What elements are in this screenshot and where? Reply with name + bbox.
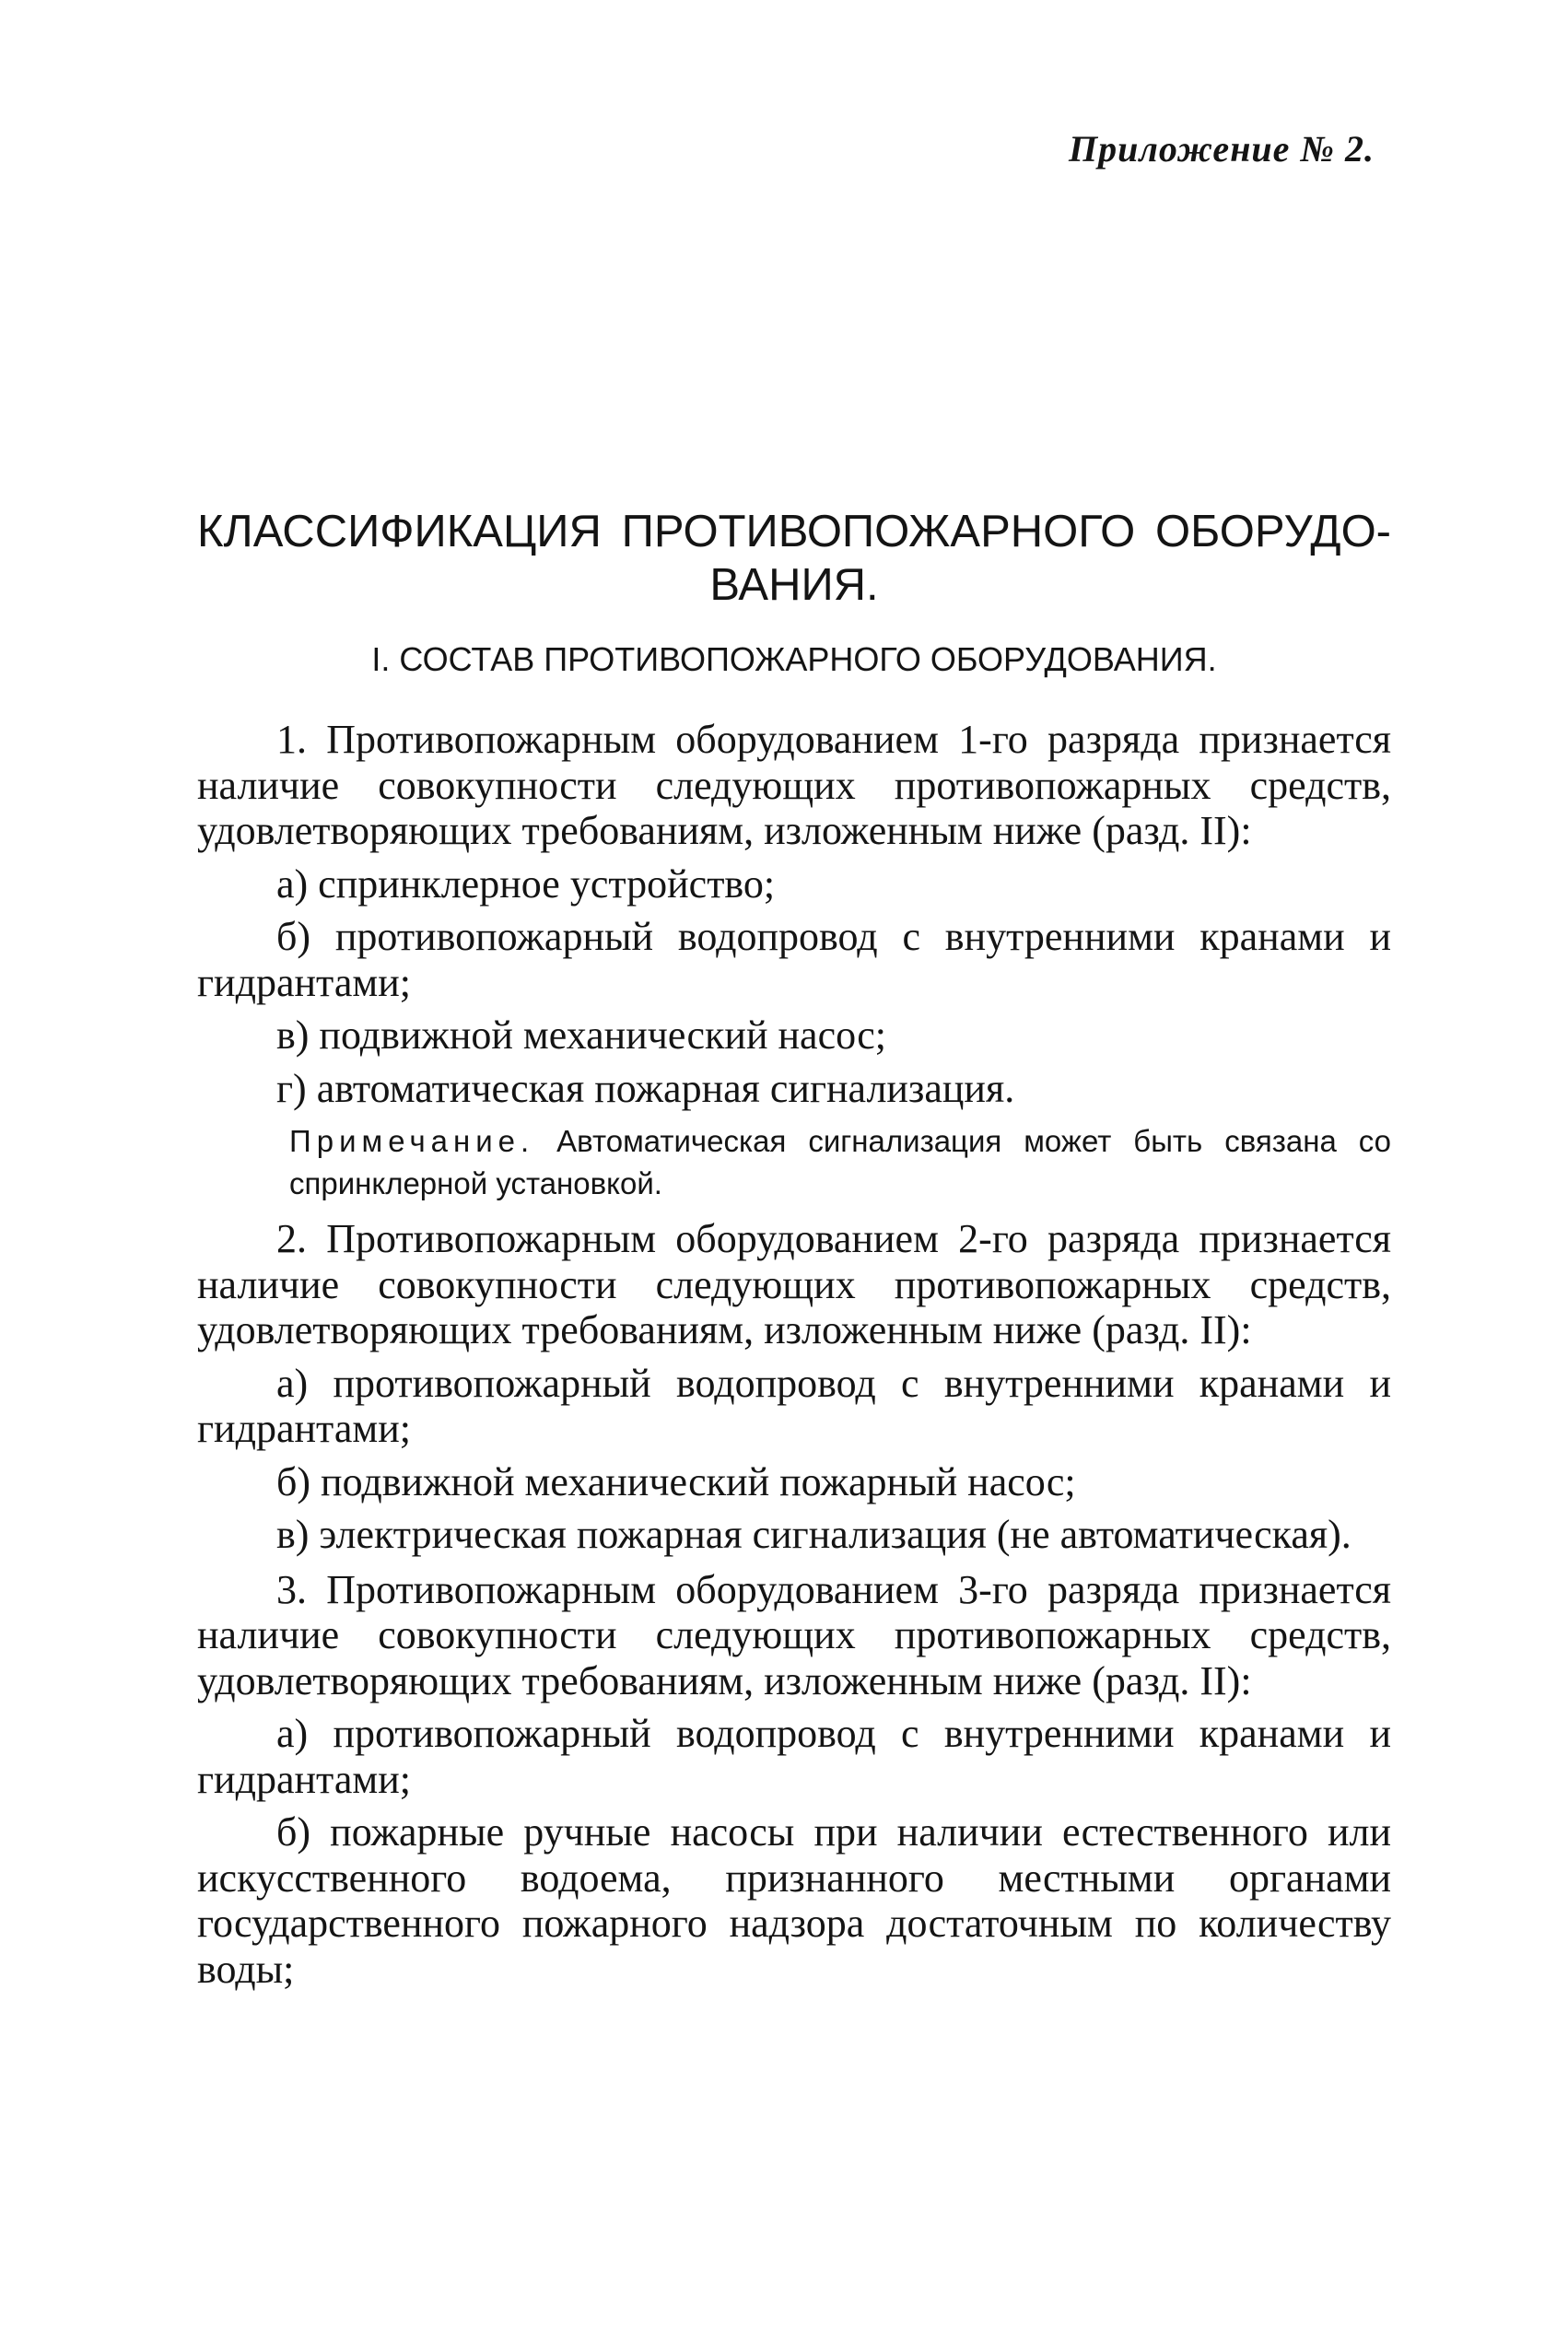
clause-2-item-a: а) противопожарный водопровод с внутренними кранами и гидрантами; (197, 1360, 1391, 1451)
clause-2-item-b: б) подвижной механический пожарный насос; (276, 1458, 1076, 1504)
clause-3: 3. Противопожарным оборудованием 3-го разряда признается наличие совокупности следующих противопожарных средств, удовлетворяющих требованиям, изложенным ниже (разд. II): (197, 1566, 1391, 1703)
clause-1-note (197, 1120, 1391, 1205)
clause-1-item-b: б) противопожарный водопровод с внутренними кранами и гидрантами; (197, 914, 1391, 1005)
note-text: Автоматическая сигнализация может быть связана со спринклерной установкой. (289, 1124, 1391, 1200)
clause-1-item-c: в) подвижной механический насос; (276, 1012, 886, 1058)
note-label: Примечание. (289, 1124, 535, 1158)
title-line-1: КЛАССИФИКАЦИЯ ПРОТИВОПОЖАРНОГО ОБОРУДО- (197, 507, 1391, 556)
clause-1: 1. Противопожарным оборудованием 1-го разряда признается наличие совокупности следующих противопожарных средств, удовлетворяющих требованиям, изложенным ниже (разд. II): (197, 717, 1391, 853)
appendix-number: Приложение № 2. (1068, 128, 1375, 170)
section-heading: I. СОСТАВ ПРОТИВОПОЖАРНОГО ОБОРУДОВАНИЯ. (371, 640, 1217, 678)
clause-3-item-b: б) пожарные ручные насосы при наличии естественного или искусственного водоема, признанного местными органами государственного пожарного надзора достаточным по количеству воды; (197, 1809, 1391, 1992)
clause-1-item-a: а) спринклерное устройство; (276, 860, 776, 907)
clause-1-item-d: г) автоматическая пожарная сигнализация. (276, 1065, 1015, 1111)
clause-2: 2. Противопожарным оборудованием 2-го разряда признается наличие совокупности следующих противопожарных средств, удовлетворяющих требованиям, изложенным ниже (разд. II): (197, 1216, 1391, 1352)
document-body (197, 717, 1391, 1992)
clause-2-item-c: в) электрическая пожарная сигнализация (не автоматическая). (276, 1512, 1352, 1557)
title-line-2: ВАНИЯ. (709, 560, 879, 610)
page-title (197, 505, 1391, 612)
clause-3-item-a: а) противопожарный водопровод с внутренними кранами и гидрантами; (197, 1711, 1391, 1802)
